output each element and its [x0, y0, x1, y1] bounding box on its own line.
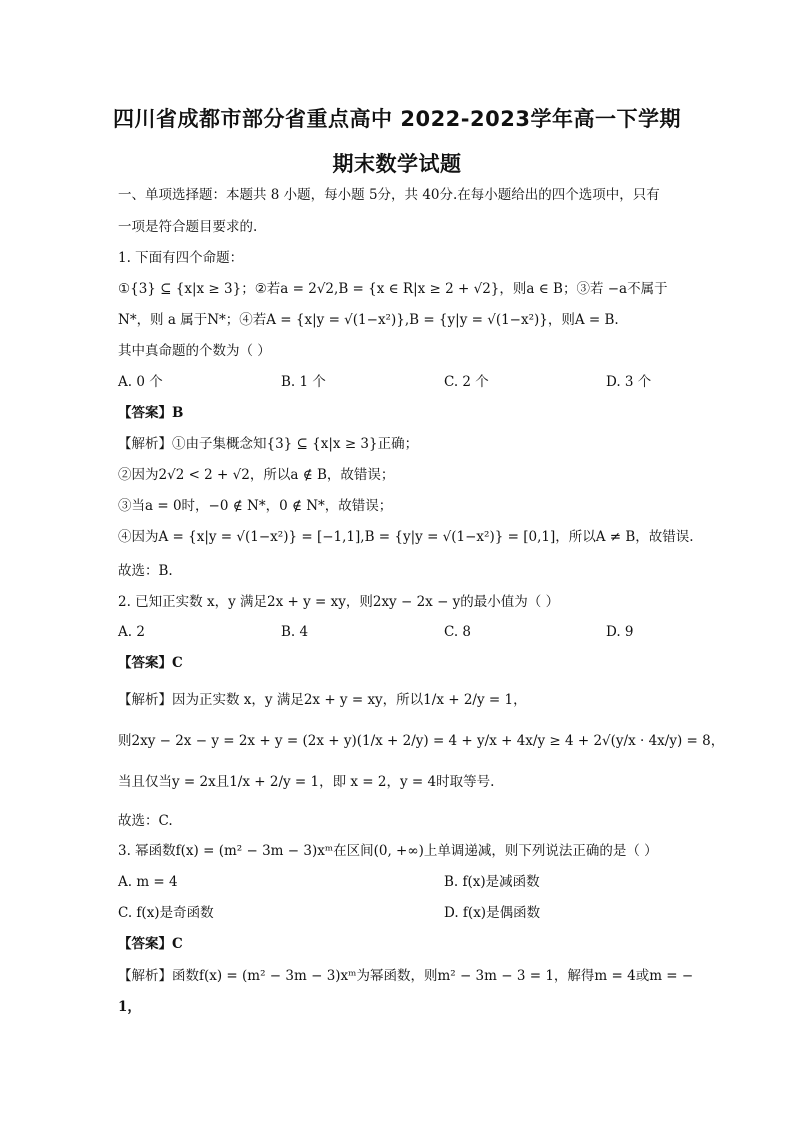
q1-option-c: C. 2 个	[444, 374, 489, 390]
q3-option-c: C. f(x)是奇函数	[118, 905, 214, 921]
q3-analysis-line-2: 1，	[118, 999, 141, 1015]
q1-stem-line-3: N*，则 a 属于N*；④若A = {x|y = √(1−x²)},B = {y|y = √(1−x²)}，则A = B.	[118, 312, 619, 328]
q2-option-a: A. 2	[118, 624, 145, 640]
q1-option-d: D. 3 个	[606, 374, 652, 390]
q3-option-b: B. f(x)是减函数	[444, 874, 540, 890]
q1-stem-line-2: ①{3} ⊆ {x|x ≥ 3}；②若a = 2√2,B = {x ∈ R|x ≥ 2 + √2}，则a ∈ B；③若 −a不属于	[118, 281, 668, 297]
doc-title-line-2: 期末数学试题	[332, 152, 462, 176]
q1-answer: 【答案】B	[118, 405, 184, 421]
q2-stem: 2. 已知正实数 x，y 满足2x + y = xy，则2xy − 2x − y的最小值为（ ）	[118, 594, 560, 610]
q3-option-d: D. f(x)是偶函数	[444, 905, 541, 921]
q1-analysis-line-2: ②因为2√2 < 2 + √2，所以a ∉ B，故错误；	[118, 467, 395, 483]
q1-analysis-line-1: 【解析】①由子集概念知{3} ⊆ {x|x ≥ 3}正确；	[118, 436, 419, 452]
q2-option-d: D. 9	[606, 624, 634, 640]
q2-answer: 【答案】C	[118, 655, 183, 671]
q2-option-b: B. 4	[281, 624, 309, 640]
q2-conclusion: 故选：C.	[118, 813, 173, 829]
q1-analysis-line-4: ④因为A = {x|y = √(1−x²)} = [−1,1],B = {y|y = √(1−x²)} = [0,1]，所以A ≠ B，故错误.	[118, 529, 694, 545]
doc-title-line-1: 四川省成都市部分省重点高中 2022-2023学年高一下学期	[113, 107, 681, 131]
section-header-line-1: 一、单项选择题：本题共 8 小题，每小题 5分，共 40分.在每小题给出的四个选项中，只有	[118, 187, 660, 203]
q3-option-a: A. m = 4	[118, 874, 178, 890]
section-header-line-2: 一项是符合题目要求的.	[118, 219, 258, 235]
q3-stem: 3. 幂函数f(x) = (m² − 3m − 3)xᵐ在区间(0, +∞)上单调递减，则下列说法正确的是（ ）	[118, 843, 658, 859]
q3-answer: 【答案】C	[118, 936, 183, 952]
q2-analysis-line-1: 【解析】因为正实数 x，y 满足2x + y = xy，所以1/x + 2/y = 1，	[118, 692, 527, 708]
q1-stem-line-1: 1. 下面有四个命题：	[118, 250, 244, 266]
q1-conclusion: 故选：B.	[118, 563, 173, 579]
q3-analysis-line-1: 【解析】函数f(x) = (m² − 3m − 3)xᵐ为幂函数，则m² − 3m − 3 = 1，解得m = 4或m = −	[118, 968, 694, 984]
q1-stem-line-4: 其中真命题的个数为（ ）	[118, 343, 271, 359]
q1-option-b: B. 1 个	[281, 374, 326, 390]
q2-option-c: C. 8	[444, 624, 472, 640]
q1-analysis-line-3: ③当a = 0时，−0 ∉ N*，0 ∉ N*，故错误；	[118, 498, 393, 514]
q1-option-a: A. 0 个	[118, 374, 163, 390]
q2-analysis-line-2: 则2xy − 2x − y = 2x + y = (2x + y)(1/x + 2/y) = 4 + y/x + 4x/y ≥ 4 + 2√(y/x · 4x/y) = 8，	[118, 733, 725, 749]
q2-analysis-line-3: 当且仅当y = 2x且1/x + 2/y = 1，即 x = 2，y = 4时取等号.	[118, 774, 495, 790]
